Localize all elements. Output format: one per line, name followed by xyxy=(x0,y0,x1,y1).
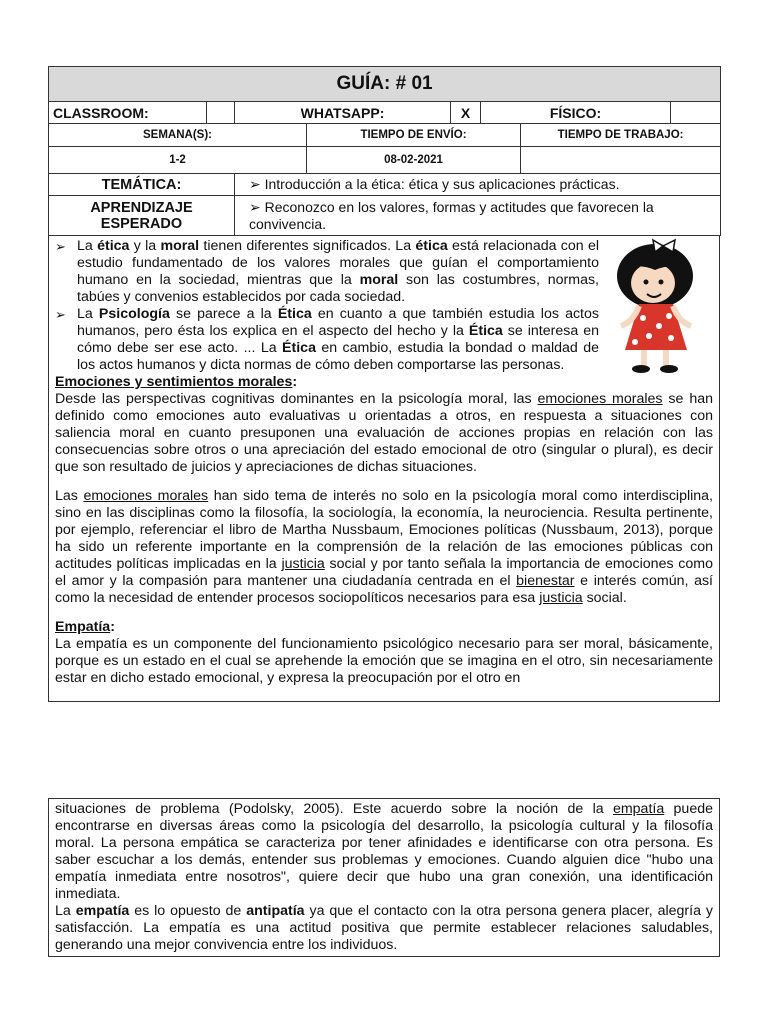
emociones-morales-link[interactable]: emociones morales xyxy=(537,391,663,407)
emociones-heading: Emociones y sentimientos morales xyxy=(55,374,293,390)
bullet-text: se interesa en cómo debe ser ese acto. ... La xyxy=(77,323,599,356)
bullet-text: tienen diferentes significados. La xyxy=(199,238,416,254)
emociones-morales-link[interactable]: emociones morales xyxy=(83,488,209,504)
bold-term: Psicología xyxy=(98,306,170,322)
bullet-text: está relacionada con el estudio fundamentado de los valores morales que guían el comportamiento humano en la sociedad, mientras que la xyxy=(77,238,599,288)
guide-page xyxy=(48,66,720,702)
empatia-paragraph-1: La empatía es un componente del funcionamiento psicológico necesario para ser moral, básicamente, porque es un estado en el cual se aprehende la emoción que se imagina en el otro, sin necesariamente estar en dicho estado emocional, y expresa la preocupación por el otro en xyxy=(55,636,713,686)
text: ya que el contacto con la otra persona genera placer, alegría y satisfacción. La empatía es una actitud positiva que permite establecer relaciones saludables, generando una mejor convivencia entre los individuos. xyxy=(55,903,713,953)
bullet-text: y la xyxy=(129,238,161,254)
text: e interés común, así como la necesidad de entender procesos sociopolíticos necesarios para esa xyxy=(55,573,714,606)
emociones-paragraph-1 xyxy=(55,391,713,476)
heading-colon: : xyxy=(292,374,298,390)
bullet-text: en cambio, estudia la bondad o maldad de los actos humanos y dicta normas de cómo deben comportarse las personas. xyxy=(77,340,599,373)
whatsapp-value: X xyxy=(451,102,481,124)
tematica-label: TEMÁTICA: xyxy=(49,174,235,196)
bold-term: ética xyxy=(97,238,130,254)
trabajo-value xyxy=(521,147,721,174)
bold-term: Ética xyxy=(277,306,312,322)
whatsapp-label: WHATSAPP: xyxy=(235,102,451,124)
justicia-link[interactable]: justicia xyxy=(281,556,325,572)
guide-content-continued xyxy=(48,798,720,957)
bold-term: antipatía xyxy=(246,903,305,919)
bold-term: moral xyxy=(160,238,200,254)
envio-value: 08-02-2021 xyxy=(307,147,521,174)
aprendizaje-value: ➢ Reconozco en los valores, formas y actitudes que favorecen la convivencia. xyxy=(235,196,721,236)
bullet-text: en cuanto a que también estudia los actos humanos, pero ésta los explica en el aspecto del hecho y la xyxy=(77,306,599,339)
justicia-link[interactable]: justicia xyxy=(539,590,583,606)
semana-value: 1-2 xyxy=(49,147,307,174)
text: puede encontrarse en diversas áreas como la psicología del desarrollo, la psicología cultural y la filosofía moral. La persona empática se caracteriza por tener afinidades e identificarse con otra persona. Es saber escuchar a los demás, entender sus problemas y emociones. Cuando alguien dice "hubo una empatía inmediata entre nosotros", quiere decir que hubo una gran conexión, una identificación inmediata. xyxy=(55,801,713,902)
heading-colon: : xyxy=(110,619,115,635)
bullet-text: La xyxy=(77,306,99,322)
bullet-text: son las costumbres, normas, tabúes y convenios establecidos por cada sociedad. xyxy=(77,272,599,305)
text: social. xyxy=(582,590,627,606)
fisico-label: FÍSICO: xyxy=(481,102,671,124)
bold-term: ética xyxy=(415,238,448,254)
semana-label: SEMANA(S): xyxy=(49,124,307,147)
fisico-value xyxy=(671,102,721,124)
bold-term: empatía xyxy=(75,903,130,919)
text: situaciones de problema (Podolsky, 2005). Este acuerdo sobre la noción de la xyxy=(55,801,613,817)
empatia-link[interactable]: empatía xyxy=(612,801,665,817)
list-item xyxy=(77,238,719,306)
bold-term: Ética xyxy=(468,323,503,339)
text: Desde las perspectivas cognitivas dominantes en la psicología moral, las xyxy=(55,391,538,407)
empatia-heading: Empatía xyxy=(55,619,111,635)
empatia-paragraph-2 xyxy=(55,801,713,903)
aprendizaje-label: APRENDIZAJE ESPERADO xyxy=(49,196,235,236)
classroom-value xyxy=(207,102,235,124)
envio-label: TIEMPO DE ENVÍO: xyxy=(307,124,521,147)
trabajo-label: TIEMPO DE TRABAJO: xyxy=(521,124,721,147)
bullet-text: se parece a la xyxy=(169,306,278,322)
guide-header-table xyxy=(48,66,721,236)
text: es lo opuesto de xyxy=(129,903,247,919)
empatia-paragraph-3 xyxy=(55,903,713,954)
text: han sido tema de interés no solo en la psicología moral como interdisciplina, sino en las disciplinas como la filosofía, la sociología, la economía, la neurociencia. Resulta pertinente, por ejemplo, referenciar el libro de Martha Nussbaum, Emociones políticas (Nussbaum, 2013), porque ha sido un referente importante en la comprensión de la relación de las emociones públicas con actitudes políticas implicadas en la xyxy=(55,488,713,572)
bold-term: moral xyxy=(359,272,399,288)
tematica-value: ➢ Introducción a la ética: ética y sus aplicaciones prácticas. xyxy=(235,174,721,196)
text: social y por tanto señala la importancia de emociones como el amor y la compasión para mantener una ciudadanía centrada en el xyxy=(55,556,713,589)
emociones-section xyxy=(49,374,719,701)
list-item xyxy=(77,306,719,374)
text: se han definido como emociones auto evaluativas u orientadas a otros, en respuesta a situaciones con saliencia moral en cuanto presuponen una evaluación de acciones propias en relación con las consecuencias sobre otros o una apreciación del estado emocional de otro (singular o plural), es decir que son resultado de juicios y apreciaciones de dichas situaciones. xyxy=(55,391,713,475)
emociones-paragraph-2 xyxy=(55,488,713,607)
guide-title: GUÍA: # 01 xyxy=(49,67,721,102)
guide-content xyxy=(48,236,720,702)
text: Las xyxy=(55,488,84,504)
bold-term: Ética xyxy=(282,340,316,356)
bullet-text: La xyxy=(77,238,98,254)
classroom-label: CLASSROOM: xyxy=(49,102,207,124)
bienestar-link[interactable]: bienestar xyxy=(516,573,575,589)
text: La xyxy=(55,903,76,919)
